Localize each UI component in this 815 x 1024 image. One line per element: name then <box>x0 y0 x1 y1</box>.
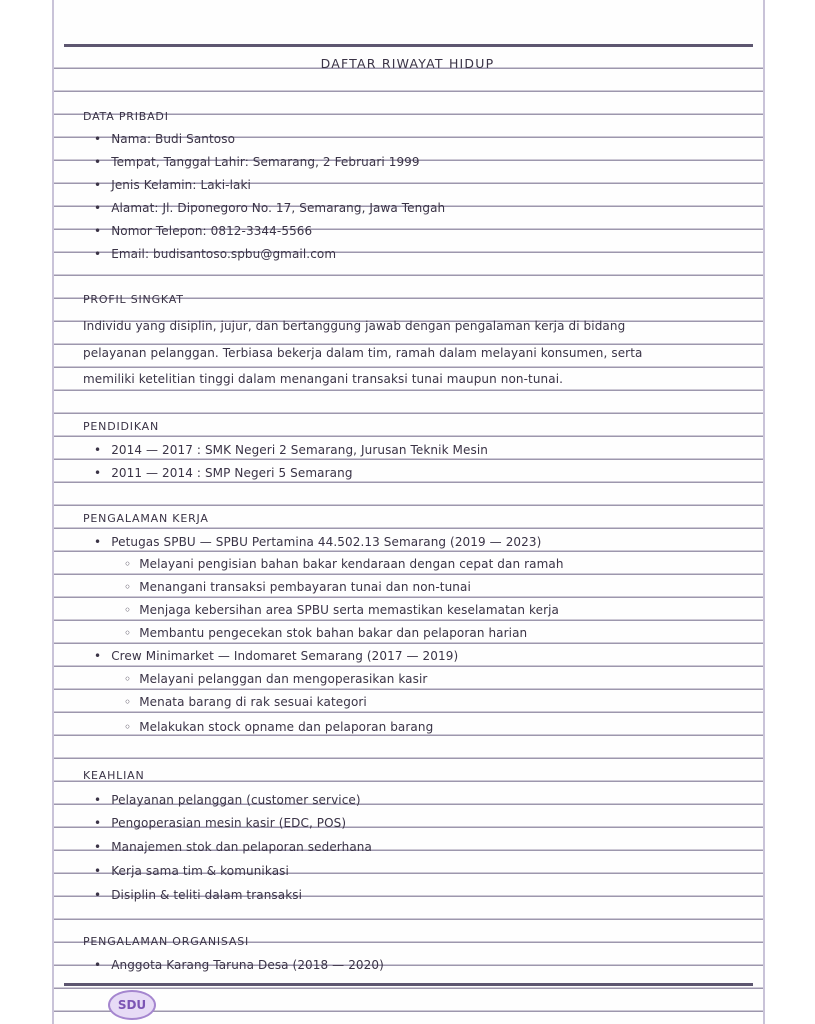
personal-item: • Nama: Budi Santoso <box>94 131 235 147</box>
section-heading-experience: PENGALAMAN KERJA <box>83 512 209 525</box>
job-title: • Crew Minimarket — Indomaret Semarang (2017 — 2019) <box>94 648 458 664</box>
profile-line: memiliki ketelitian tinggi dalam menangani transaksi tunai maupun non-tunai. <box>83 372 564 386</box>
skill-item: • Pelayanan pelanggan (customer service) <box>94 792 361 808</box>
job-task: ◦ Menjaga kebersihan area SPBU serta memastikan keselamatan kerja <box>124 602 559 618</box>
education-item: • 2011 — 2014 : SMP Negeri 5 Semarang <box>94 465 353 481</box>
job-task: ◦ Membantu pengecekan stok bahan bakar dan pelaporan harian <box>124 625 527 641</box>
section-heading-personal: DATA PRIBADI <box>83 110 169 123</box>
skill-item: • Manajemen stok dan pelaporan sederhana <box>94 839 372 855</box>
profile-line: pelayanan pelanggan. Terbiasa bekerja dalam tim, ramah dalam melayani konsumen, serta <box>83 346 643 360</box>
section-heading-education: PENDIDIKAN <box>83 420 160 433</box>
organization-item: • Anggota Karang Taruna Desa (2018 — 2020) <box>94 957 384 973</box>
skill-item: • Pengoperasian mesin kasir (EDC, POS) <box>94 815 346 831</box>
personal-item: • Tempat, Tanggal Lahir: Semarang, 2 Februari 1999 <box>94 154 420 170</box>
job-title: • Petugas SPBU — SPBU Pertamina 44.502.13 Semarang (2019 — 2023) <box>94 534 541 550</box>
document-title: DAFTAR RIWAYAT HIDUP <box>320 56 495 71</box>
sdu-logo: SDU <box>108 990 156 1020</box>
section-heading-profile: PROFIL SINGKAT <box>83 293 184 306</box>
job-task: ◦ Melayani pelanggan dan mengoperasikan kasir <box>124 671 427 687</box>
job-task: ◦ Melakukan stock opname dan pelaporan barang <box>124 719 433 735</box>
skill-item: • Disiplin & teliti dalam transaksi <box>94 887 302 903</box>
job-task: ◦ Menangani transaksi pembayaran tunai dan non-tunai <box>124 579 471 595</box>
section-heading-skills: KEAHLIAN <box>83 769 145 782</box>
personal-item: • Alamat: Jl. Diponegoro No. 17, Semarang, Jawa Tengah <box>94 200 445 216</box>
personal-item: • Email: budisantoso.spbu@gmail.com <box>94 246 336 262</box>
personal-item: • Jenis Kelamin: Laki-laki <box>94 177 251 193</box>
skill-item: • Kerja sama tim & komunikasi <box>94 863 289 879</box>
personal-item: • Nomor Telepon: 0812-3344-5566 <box>94 223 312 239</box>
profile-line: Individu yang disiplin, jujur, dan bertanggung jawab dengan pengalaman kerja di bidang <box>83 319 626 333</box>
section-heading-organization: PENGALAMAN ORGANISASI <box>83 935 250 948</box>
job-task: ◦ Menata barang di rak sesuai kategori <box>124 694 367 710</box>
education-item: • 2014 — 2017 : SMK Negeri 2 Semarang, Jurusan Teknik Mesin <box>94 442 488 458</box>
job-task: ◦ Melayani pengisian bahan bakar kendaraan dengan cepat dan ramah <box>124 556 564 572</box>
